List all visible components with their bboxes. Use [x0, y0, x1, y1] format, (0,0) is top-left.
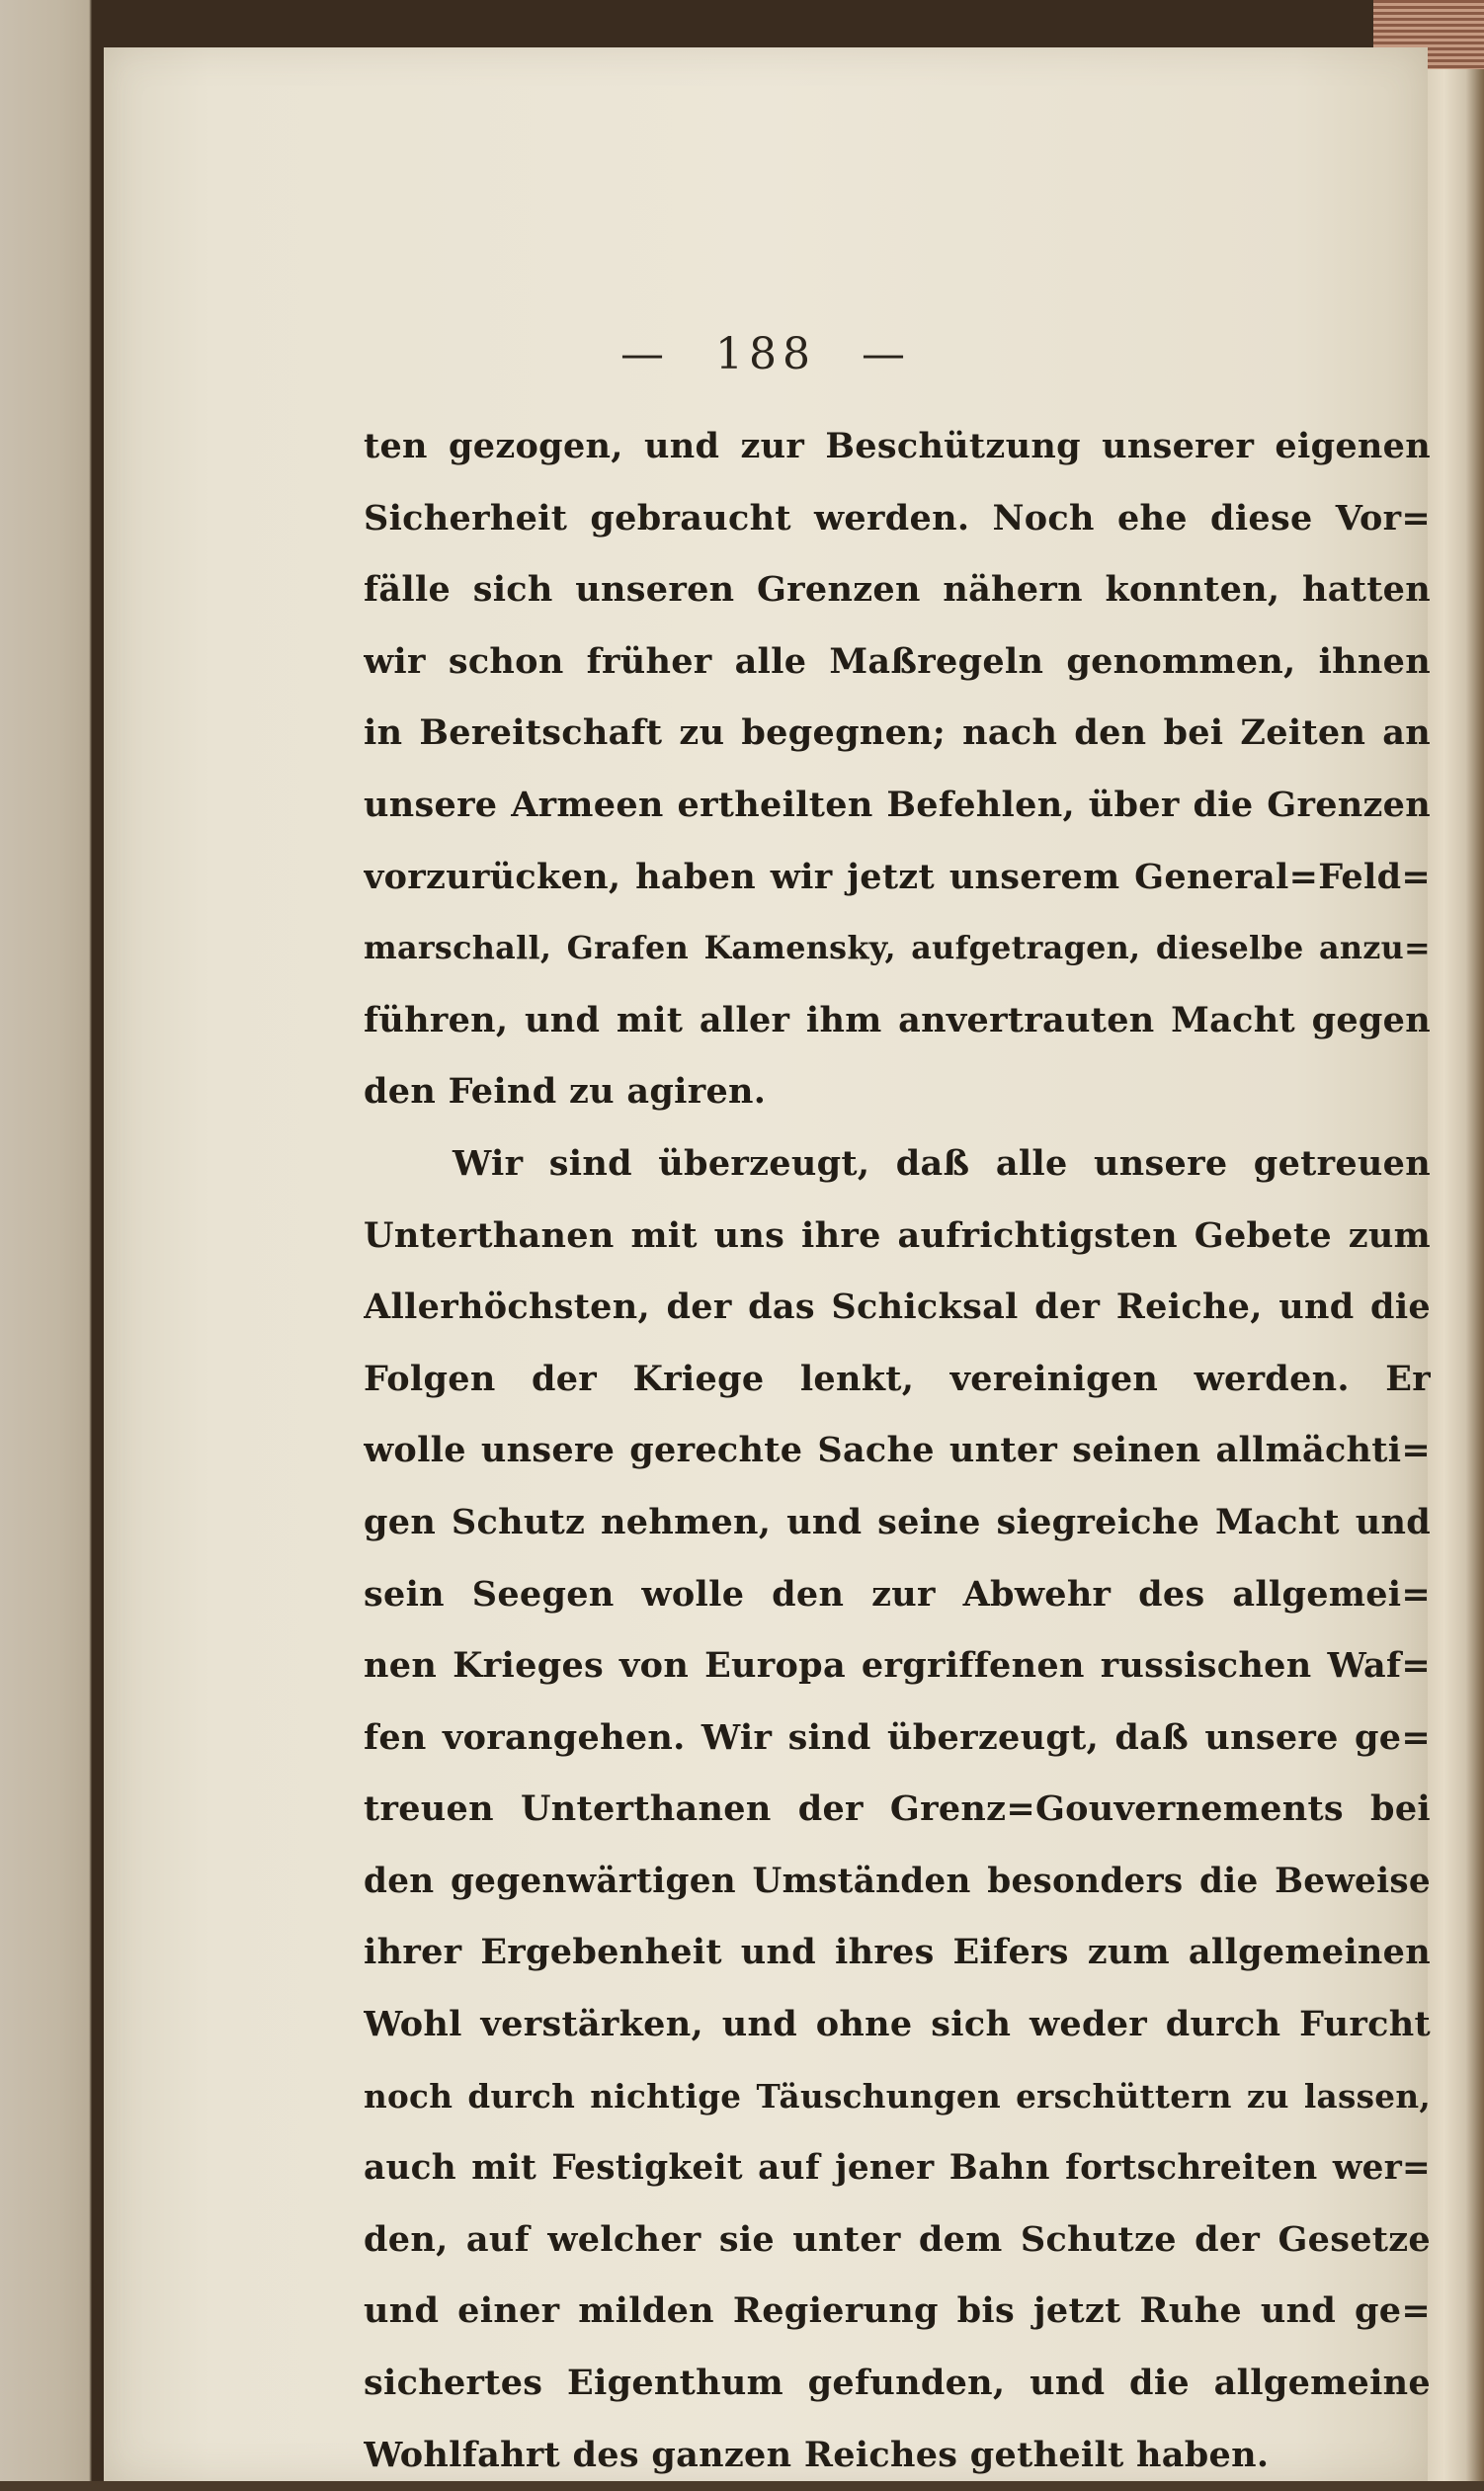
- text-line: marschall, Grafen Kamensky, aufgetragen, dieselbe anzu=: [364, 930, 1431, 967]
- body-text: [364, 411, 1431, 2491]
- text-line: den gegenwärtigen Umständen besonders die Beweise: [364, 1861, 1431, 1901]
- text-line: sein Seegen wolle den zur Abwehr des allgemei=: [364, 1573, 1431, 1615]
- text-line: ten gezogen, und zur Beschützung unserer eigenen: [364, 426, 1431, 466]
- text-line: Sicherheit gebraucht werden. Noch ehe diese Vor=: [364, 497, 1431, 539]
- text-line: und einer milden Regierung bis jetzt Ruhe und ge=: [364, 2290, 1431, 2332]
- text-line: unsere Armeen ertheilten Befehlen, über die Grenzen: [364, 784, 1431, 825]
- text-line: sichertes Eigenthum gefunden, und die allgemeine: [364, 2363, 1431, 2404]
- text-line: nen Krieges von Europa ergriffenen russischen Waf=: [364, 1645, 1431, 1687]
- text-line: noch durch nichtige Täuschungen erschüttern zu lassen,: [364, 2076, 1431, 2116]
- text-line: Wir sind überzeugt, daß alle unsere getreuen: [453, 1142, 1431, 1184]
- text-line: den Feind zu agiren.: [364, 1071, 767, 1113]
- text-line: Allerhöchsten, der das Schicksal der Reiche, und die: [364, 1287, 1431, 1328]
- text-line: den, auf welcher sie unter dem Schutze der Gesetze: [364, 2218, 1431, 2260]
- text-line: vorzurücken, haben wir jetzt unserem General=Feld=: [364, 856, 1431, 897]
- header-dash-right: —: [861, 329, 911, 379]
- text-line: Wohl verstärken, und ohne sich weder durch Furcht: [364, 2004, 1431, 2045]
- text-line: in Bereitschaft zu begegnen; nach den bei Zeiten an: [364, 712, 1431, 754]
- text-line: wir schon früher alle Maßregeln genommen, ihnen: [364, 640, 1431, 682]
- book-page: [104, 47, 1431, 2481]
- text-line: fen vorangehen. Wir sind überzeugt, daß unsere ge=: [364, 1716, 1431, 1758]
- text-line: fälle sich unseren Grenzen nähern konnten, hatten: [364, 569, 1431, 611]
- text-line: Wohlfahrt des ganzen Reiches getheilt haben.: [364, 2434, 1270, 2475]
- page-number: 188: [715, 329, 816, 379]
- text-line: Unterthanen mit uns ihre aufrichtigsten Gebete zum: [364, 1214, 1431, 1256]
- text-line: gen Schutz nehmen, und seine siegreiche Macht und: [364, 1501, 1431, 1542]
- text-line: führen, und mit aller ihm anvertrauten Macht gegen: [364, 999, 1431, 1040]
- text-line: treuen Unterthanen der Grenz=Gouvernements bei: [364, 1788, 1431, 1830]
- text-line: wolle unsere gerechte Sache unter seinen allmächti=: [364, 1430, 1431, 1471]
- text-line: ihrer Ergebenheit und ihres Eifers zum allgemeinen: [364, 1932, 1431, 1973]
- page-header: [104, 329, 1428, 379]
- text-line: Folgen der Kriege lenkt, vereinigen werden. Er: [364, 1358, 1431, 1399]
- facing-page-edge: [1423, 0, 1484, 2481]
- text-line: auch mit Festigkeit auf jener Bahn fortschreiten wer=: [364, 2148, 1431, 2189]
- header-dash-left: —: [620, 329, 670, 379]
